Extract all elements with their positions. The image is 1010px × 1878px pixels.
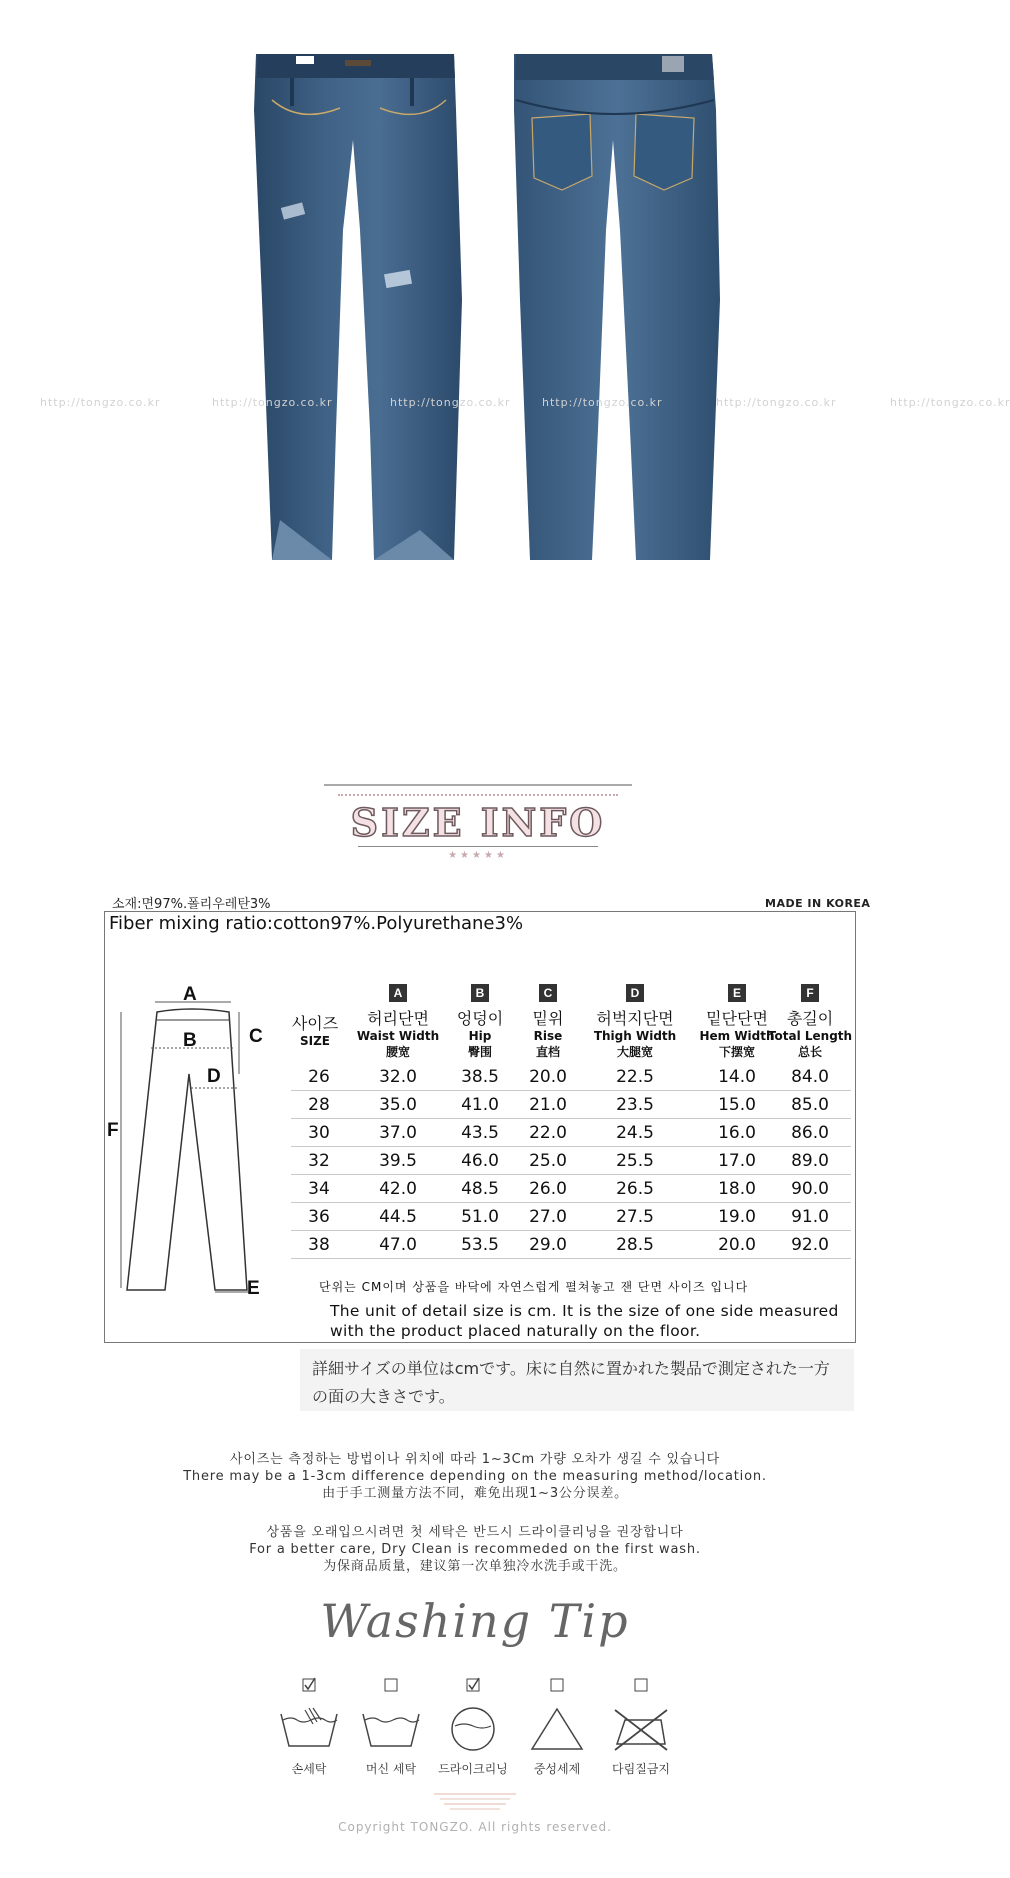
table-row: 30 37.0 43.5 22.0 24.5 16.0 86.0: [291, 1119, 851, 1147]
divider: [358, 846, 598, 847]
tolerance-note-english: There may be a 1-3cm difference depending on the measuring method/location.: [183, 1469, 767, 1484]
tolerance-note: [0, 1451, 950, 1502]
hand-wash-icon: [279, 1706, 339, 1752]
watermark-row: [0, 396, 1010, 412]
material-label: 소재:면97%.폴리우레탄3%: [112, 897, 271, 912]
diagram-label-f: F: [107, 1120, 119, 1141]
washing-item-neutral-detergent: 중성세제: [512, 1678, 602, 1777]
made-in-label: MADE IN KOREA: [765, 897, 871, 910]
unchecked-box-icon: [550, 1678, 564, 1692]
column-header-hip: B 엉덩이 Hip 臀围: [456, 986, 504, 1059]
washing-item-no-ironing: 다림질금지: [596, 1678, 686, 1777]
wash-note-english: For a better care, Dry Clean is recommeded on the first wash.: [249, 1542, 701, 1557]
measurement-diagram: [107, 984, 291, 1299]
tolerance-note-chinese: 由于手工测量方法不同，难免出现1~3公分误差。: [322, 1486, 628, 1501]
diagram-label-c: C: [249, 1026, 263, 1047]
column-header-length: F 총길이 Total Length 总长: [767, 986, 853, 1059]
watermark-text: http://tongzo.co.kr: [212, 396, 333, 409]
divider: [324, 784, 632, 786]
washing-item-machine-wash: 머신 세탁: [346, 1678, 436, 1777]
pants-outline: [111, 990, 291, 1295]
watermark-text: http://tongzo.co.kr: [890, 396, 1010, 409]
tolerance-note-korean: 사이즈는 측정하는 방법이나 위치에 따라 1~3Cm 가량 오차가 생길 수 있습니다: [230, 1452, 720, 1467]
column-header-waist: A 허리단면 Waist Width 腰宽: [356, 986, 440, 1059]
table-row: 28 35.0 41.0 21.0 23.5 15.0 85.0: [291, 1091, 851, 1119]
column-header-hem: E 밑단단면 Hem Width 下摆宽: [699, 986, 775, 1059]
machine-wash-icon: [361, 1706, 421, 1752]
unchecked-box-icon: [384, 1678, 398, 1692]
diagram-label-d: D: [207, 1066, 221, 1087]
wash-note: [0, 1524, 950, 1575]
column-header-thigh: D 허벅지단면 Thigh Width 大腿宽: [593, 986, 677, 1059]
jeans-back: [514, 54, 720, 560]
unit-note-english: The unit of detail size is cm. It is the size of one side measured with the product placed naturally on the floor.: [330, 1302, 839, 1340]
copyright-stamp: [430, 1790, 520, 1812]
wash-note-chinese: 为保商品质量，建议第一次单独冷水洗手或干洗。: [323, 1559, 627, 1574]
dotted-divider: [338, 794, 618, 796]
table-row: 36 44.5 51.0 27.0 27.5 19.0 91.0: [291, 1203, 851, 1231]
diagram-label-b: B: [183, 1030, 197, 1051]
unit-note-korean: 단위는 CM이며 상품을 바닥에 자연스럽게 펼쳐놓고 잰 단면 사이즈 입니다: [319, 1280, 749, 1294]
copyright-stamp-graphic: [430, 1790, 520, 1812]
column-header-rise: C 밑위 Rise 直档: [532, 986, 564, 1059]
diagram-label-e: E: [247, 1278, 260, 1299]
unchecked-box-icon: [634, 1678, 648, 1692]
size-table-box: [104, 911, 856, 1343]
product-photos: [0, 0, 1010, 580]
table-row: 34 42.0 48.5 26.0 26.5 18.0 90.0: [291, 1175, 851, 1203]
washing-item-dry-clean: 드라이크리닝: [428, 1678, 518, 1777]
neutral-detergent-icon: [527, 1706, 587, 1752]
star-decoration: ★★★★★: [448, 850, 508, 861]
diagram-label-a: A: [183, 984, 197, 1005]
table-row: 38 47.0 53.5 29.0 28.5 20.0 92.0: [291, 1231, 851, 1259]
size-info-header: [318, 780, 638, 870]
washing-tip-title: Washing Tip: [320, 1594, 630, 1648]
size-info-title: SIZE INFO: [350, 800, 606, 845]
checked-box-icon: [302, 1678, 316, 1692]
watermark-text: http://tongzo.co.kr: [390, 396, 511, 409]
jeans-photo: [0, 0, 950, 580]
size-column-header: 사이즈 SIZE: [291, 1014, 339, 1048]
watermark-text: http://tongzo.co.kr: [40, 396, 161, 409]
washing-item-hand-wash: 손세탁: [264, 1678, 354, 1777]
table-row: 32 39.5 46.0 25.0 25.5 17.0 89.0: [291, 1147, 851, 1175]
watermark-text: http://tongzo.co.kr: [716, 396, 837, 409]
fiber-ratio: Fiber mixing ratio:cotton97%.Polyurethane3%: [109, 913, 524, 934]
copyright-text: Copyright TONGZO. All rights reserved.: [338, 1820, 612, 1834]
dry-clean-icon: [443, 1706, 503, 1752]
table-row: 26 32.0 38.5 20.0 22.5 14.0 84.0: [291, 1063, 851, 1091]
wash-note-korean: 상품을 오래입으시려면 첫 세탁은 반드시 드라이클리닝을 권장합니다: [266, 1525, 684, 1540]
watermark-text: http://tongzo.co.kr: [542, 396, 663, 409]
jeans-front: [254, 54, 462, 560]
unit-note-japanese: 詳細サイズの単位はcmです。床に自然に置かれた製品で測定された一方の面の大きさです。: [300, 1349, 854, 1411]
no-ironing-icon: [611, 1706, 671, 1752]
checked-box-icon: [466, 1678, 480, 1692]
